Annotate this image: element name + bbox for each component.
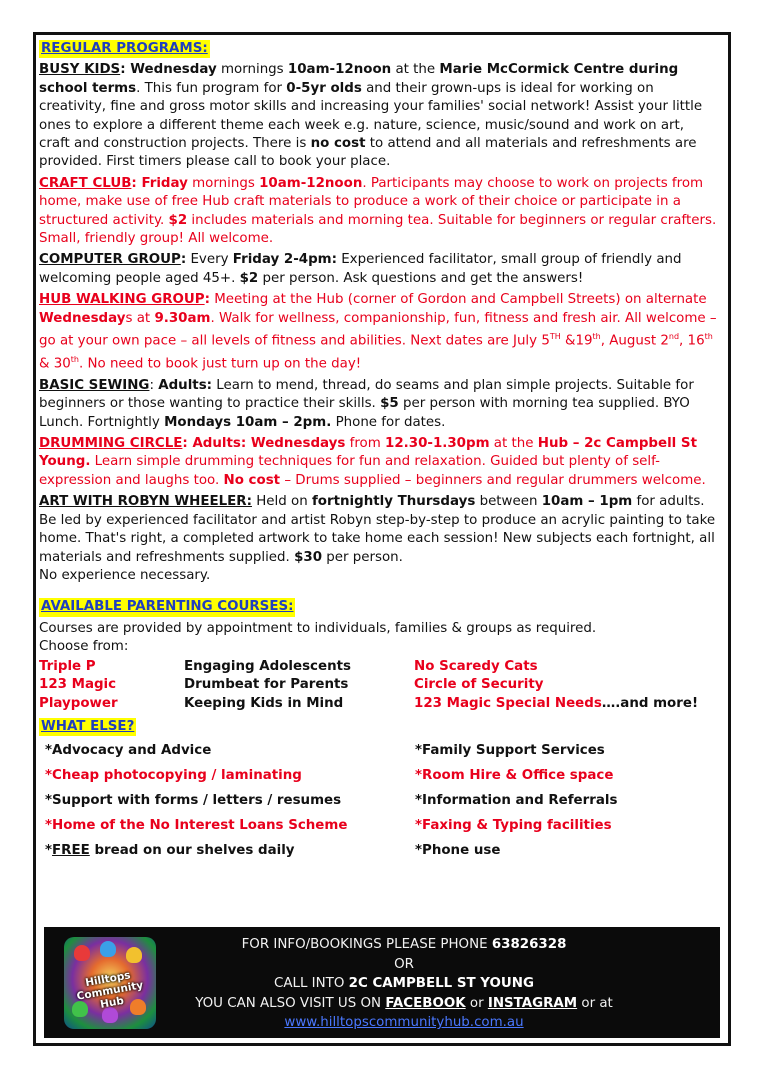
or-line: OR xyxy=(394,956,414,972)
basic-sewing-title: BASIC SEWING xyxy=(39,377,150,393)
service-item: *Information and Referrals xyxy=(415,793,618,809)
busy-kids-title: BUSY KIDS xyxy=(39,62,121,78)
computer-group-title: COMPUTER GROUP xyxy=(39,252,181,268)
phone-line: FOR INFO/BOOKINGS PLEASE PHONE 63826328 xyxy=(241,937,567,952)
social-line: YOU CAN ALSO VISIT US ON FACEBOOK or INSTAGRAM or at xyxy=(195,995,613,1011)
course-item: 123 Magic xyxy=(39,677,117,693)
facebook-link[interactable]: FACEBOOK xyxy=(385,995,466,1011)
course-item: No Scaredy Cats xyxy=(414,658,538,674)
course-item: 123 Magic Special Needs….and more! xyxy=(414,695,699,711)
service-item: *Advocacy and Advice xyxy=(45,743,212,759)
parenting-intro: Courses are provided by appointment to individuals, families & groups as required. xyxy=(39,620,597,636)
regular-programs-heading: REGULAR PROGRAMS: xyxy=(39,40,719,58)
service-item: *Phone use xyxy=(415,843,501,859)
art-robyn-paragraph: ART WITH ROBYN WHEELER: Held on fortnightly Thursdays between 10am – 1pm for adults. Be led by experienced facilitator and artist Robyn step-by-step to produce an acrylic painting to take home. That's right, a completed artwork to take home each session! New subjects each fortnight, all materials and refreshments supplied. $30 per person. No experience necessary. xyxy=(39,494,716,583)
computer-group-paragraph: COMPUTER GROUP: Every Friday 2-4pm: Experienced facilitator, small group of friendly and welcoming people aged 45+. $2 per person. Ask questions and get the answers! xyxy=(39,252,682,286)
service-item: *Support with forms / letters / resumes xyxy=(45,793,342,809)
course-item: Circle of Security xyxy=(414,677,544,693)
phone-number: 63826328 xyxy=(491,937,567,952)
and-more-text: ….and more! xyxy=(601,695,699,711)
service-item: *Cheap photocopying / laminating xyxy=(45,768,302,784)
drumming-circle-paragraph: DRUMMING CIRCLE: Adults: Wednesdays from 12.30-1.30pm at the Hub – 2c Campbell St Young. Learn simple drumming techniques for fun and relaxation. Guided but plenty of self-expression and laughs too. No cost – Drums supplied – beginners and regular drummers welcome. xyxy=(39,436,706,488)
course-item: Triple P xyxy=(39,658,96,674)
website-link[interactable]: www.hilltopscommunityhub.com.au xyxy=(284,1015,524,1031)
drumming-circle-title: DRUMMING CIRCLE xyxy=(39,436,183,452)
what-else-heading: WHAT ELSE? xyxy=(39,718,719,736)
walking-group-paragraph: HUB WALKING GROUP: Meeting at the Hub (corner of Gordon and Campbell Streets) on alternate Wednesdays at 9.30am. Walk for wellness, companionship, fun, fitness and fresh air. All welcome – go at your own pace – all levels of fitness and abilities. Next dates are July 5TH &19th, August 2nd, 16th & 30th. No need to book just turn up on the day! xyxy=(39,292,717,372)
service-item: *Home of the No Interest Loans Scheme xyxy=(45,818,348,834)
contact-footer xyxy=(44,927,720,1038)
main-content xyxy=(39,40,719,861)
parenting-heading: AVAILABLE PARENTING COURSES: xyxy=(39,598,719,616)
craft-club-paragraph: CRAFT CLUB: Friday mornings 10am-12noon. Participants may choose to work on projects from home, make use of free Hub craft materials to produce a work of their choice or participate in a structured activity. $2 includes materials and morning tea. Suitable for beginners or regular crafters. Small, friendly group! All welcome. xyxy=(39,175,717,247)
contact-info xyxy=(164,935,644,1033)
course-item: Engaging Adolescents xyxy=(184,658,351,674)
address-line: CALL INTO 2C CAMPBELL ST YOUNG xyxy=(274,976,534,992)
service-item: *Room Hire & Office space xyxy=(415,768,614,784)
hand-icon xyxy=(74,945,90,961)
service-item: *Faxing & Typing facilities xyxy=(415,818,612,834)
course-list xyxy=(39,658,719,714)
service-item: *FREE bread on our shelves daily xyxy=(45,843,295,859)
hilltops-hub-logo xyxy=(64,937,156,1029)
service-item: *Family Support Services xyxy=(415,743,605,759)
course-item: Playpower xyxy=(39,695,118,711)
busy-kids-paragraph: BUSY KIDS: Wednesday mornings 10am-12noon at the Marie McCormick Centre during school terms. This fun program for 0-5yr olds and their grown-ups is ideal for working on creativity, fine and gross motor skills and increasing your families' social network! Assist your little ones to explore a different theme each week e.g. nature, science, music/sound and work on art, craft and construction projects. There is no cost to attend and all materials and refreshments are provided. First timers please call to book your place. xyxy=(39,62,703,170)
walking-group-title: HUB WALKING GROUP xyxy=(39,292,205,308)
art-robyn-title: ART WITH ROBYN WHEELER: xyxy=(39,494,252,510)
instagram-link[interactable]: INSTAGRAM xyxy=(487,995,578,1011)
course-item: Keeping Kids in Mind xyxy=(184,695,344,711)
address: 2C CAMPBELL ST YOUNG xyxy=(348,976,534,992)
services-list xyxy=(39,742,719,860)
basic-sewing-paragraph: BASIC SEWING: Adults: Learn to mend, thread, do seams and plan simple projects. Suitable for beginners or those wanting to practice their skills. $5 per person with morning tea supplied. BYO Lunch. Fortnightly Mondays 10am – 2pm. Phone for dates. xyxy=(39,377,694,430)
craft-club-title: CRAFT CLUB xyxy=(39,175,132,191)
course-item: Drumbeat for Parents xyxy=(184,677,349,693)
logo-text: Hilltops Community Hub xyxy=(75,969,145,1011)
hand-icon xyxy=(126,947,142,963)
hand-icon xyxy=(100,941,116,957)
parenting-choose: Choose from: xyxy=(39,639,129,655)
